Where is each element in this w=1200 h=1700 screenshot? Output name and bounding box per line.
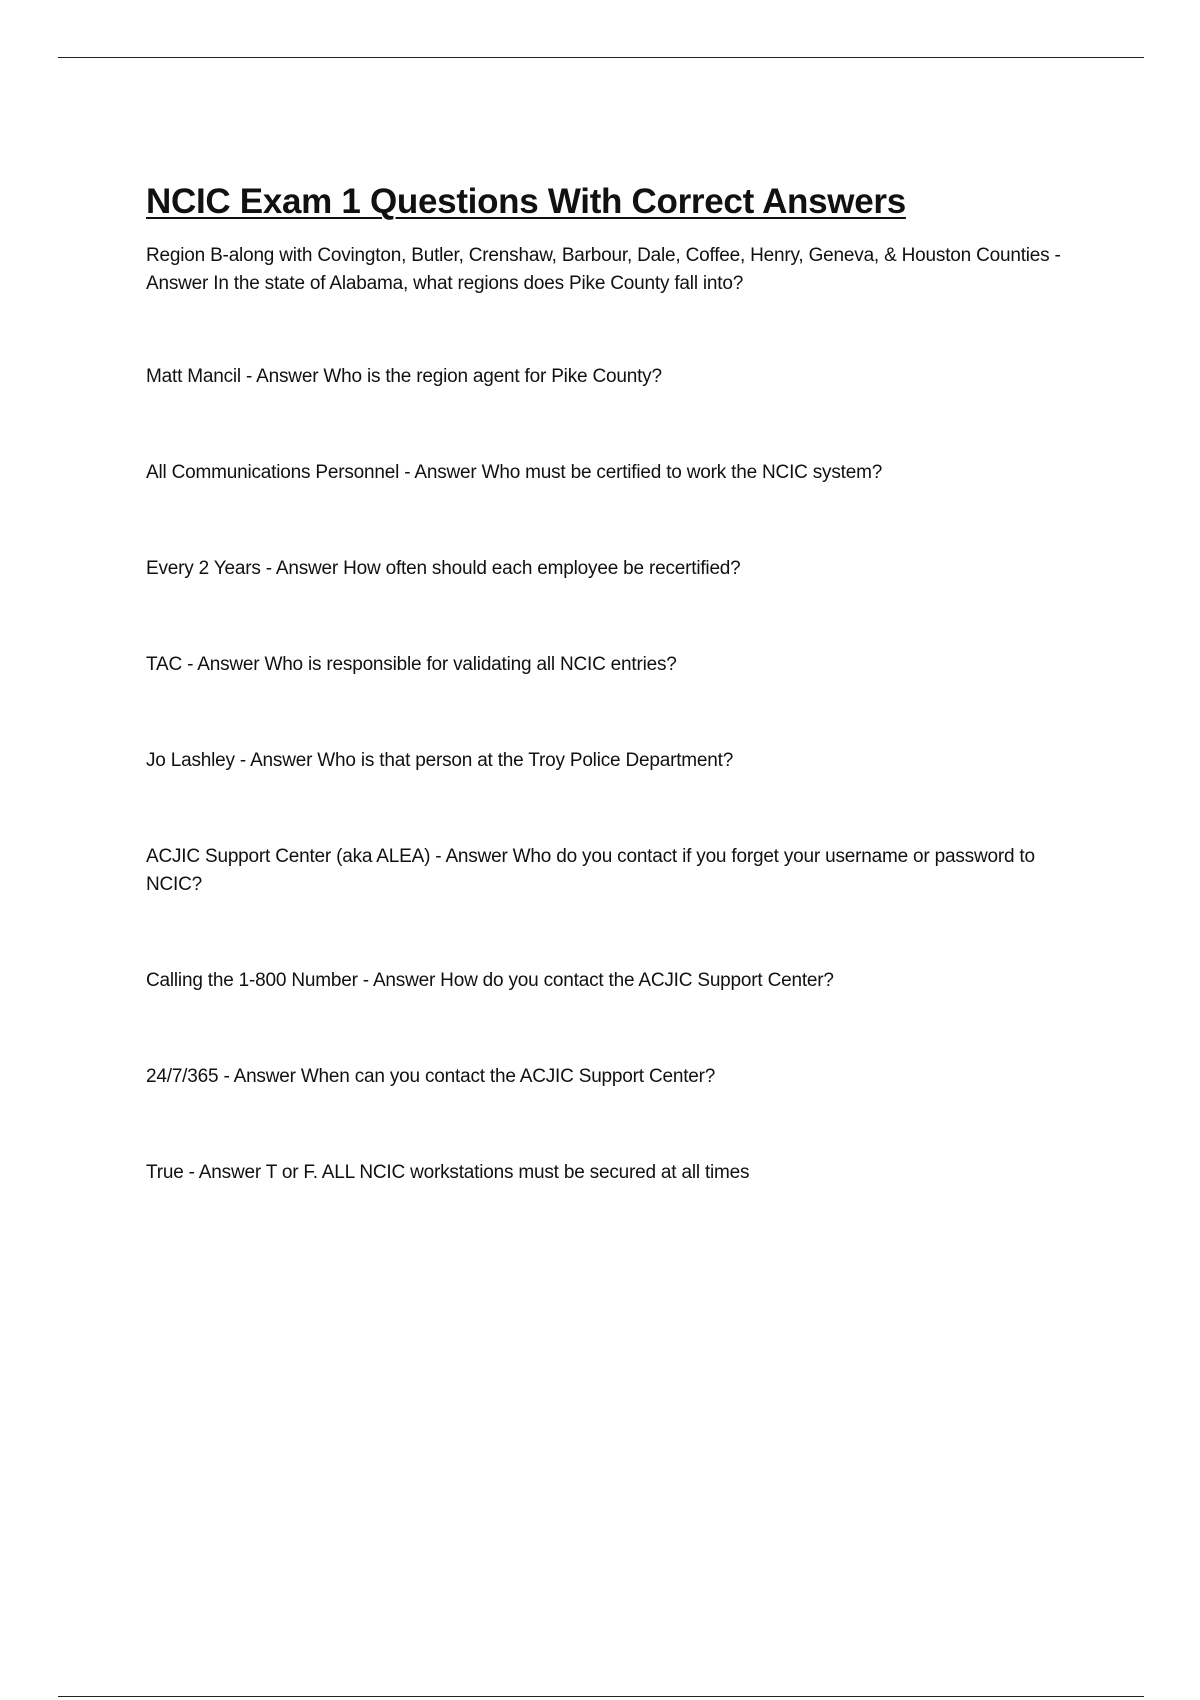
document-body	[146, 178, 1086, 1255]
document-title: NCIC Exam 1 Questions With Correct Answers	[146, 182, 906, 221]
qa-item: ACJIC Support Center (aka ALEA) - Answer Who do you contact if you forget your username or password to NCIC?	[146, 846, 1035, 895]
qa-item: Matt Mancil - Answer Who is the region agent for Pike County?	[146, 366, 662, 387]
header-rule	[58, 57, 1144, 58]
qa-item: True - Answer T or F. ALL NCIC workstations must be secured at all times	[146, 1162, 750, 1183]
qa-item: Every 2 Years - Answer How often should each employee be recertified?	[146, 558, 741, 579]
qa-list	[146, 242, 1086, 1187]
qa-item: Jo Lashley - Answer Who is that person at the Troy Police Department?	[146, 750, 734, 771]
qa-item: Calling the 1-800 Number - Answer How do you contact the ACJIC Support Center?	[146, 970, 834, 991]
footer-rule	[58, 1696, 1144, 1697]
qa-item: Region B-along with Covington, Butler, Crenshaw, Barbour, Dale, Coffee, Henry, Geneva, & Houston Counties - Answer In the state of Alabama, what regions does Pike County fall into?	[146, 245, 1061, 294]
qa-item: All Communications Personnel - Answer Who must be certified to work the NCIC system?	[146, 462, 883, 483]
qa-item: 24/7/365 - Answer When can you contact the ACJIC Support Center?	[146, 1066, 716, 1087]
qa-item: TAC - Answer Who is responsible for validating all NCIC entries?	[146, 654, 677, 675]
